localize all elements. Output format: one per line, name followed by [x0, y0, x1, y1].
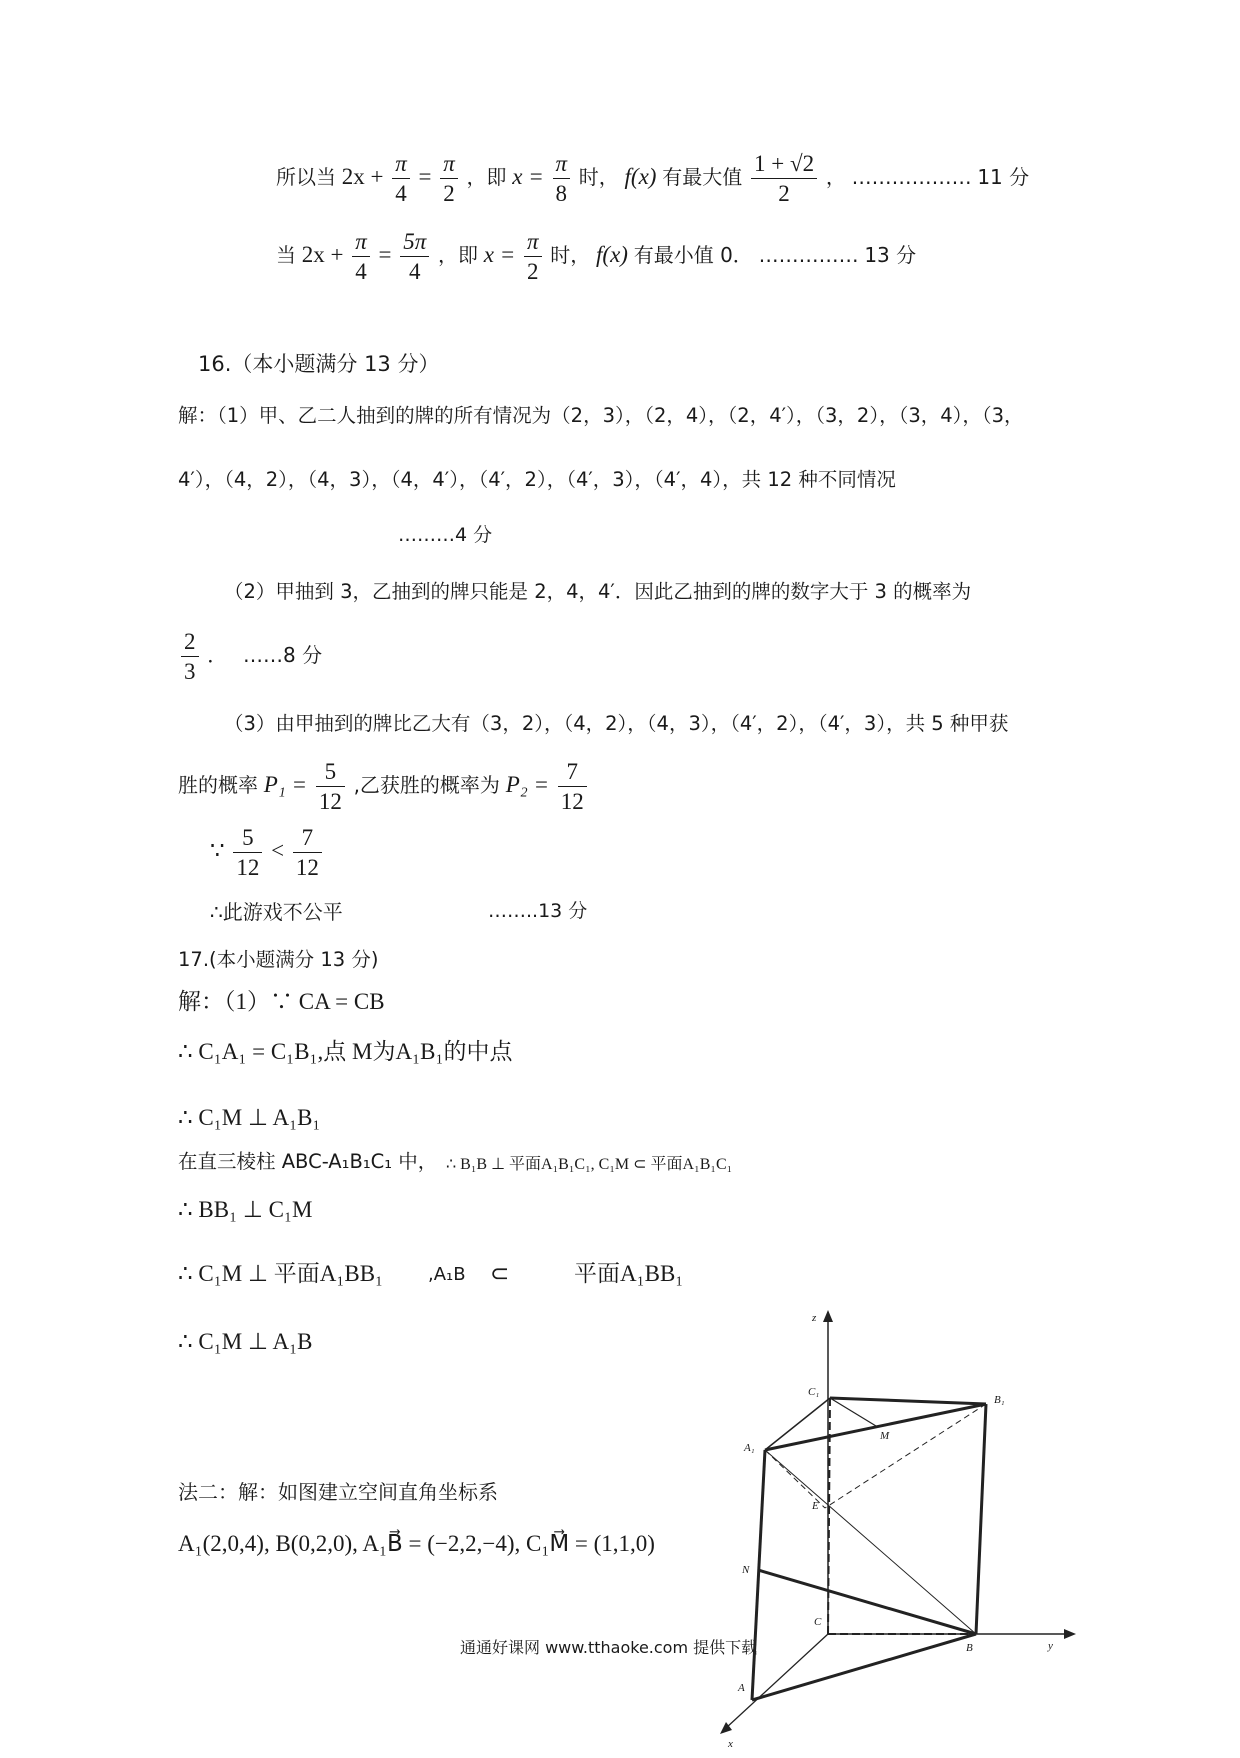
q16-title: 16.（本小题满分 13 分）	[198, 352, 440, 376]
fraction: $\frac{\pi}{2}$	[440, 152, 458, 205]
q16-part3-probabilities: 胜的概率 P₁ = $\frac{5}{12}$ ,乙获胜的概率为 P₂ = $\frac{7}{12}$	[178, 760, 590, 813]
fraction: $\frac{7}{12}$	[558, 760, 587, 813]
z-axis-arrow	[823, 1310, 833, 1322]
q17-line-4a: 在直三棱柱 ABC-A₁B₁C₁ 中，	[178, 1150, 438, 1173]
q16-part1-line1: 解：（1）甲、乙二人抽到的牌的所有情况为（2，3），（2，4），（2，4′），（3，2），（3，4），（3，	[178, 404, 1024, 427]
edge-b1b	[976, 1404, 986, 1634]
label-a1: A₁	[744, 1442, 755, 1454]
fraction: $\frac{5\pi}{4}$	[400, 230, 429, 283]
q17-coordinates: A₁(2,0,4), B(0,2,0), A₁B⃗ = (−2,2,−4), C₁M⃗ = (1,1,0)	[178, 1531, 655, 1556]
footer-credit: 通通好课网 www.tthaoke.com 提供下载	[460, 1638, 758, 1657]
segment-a1b	[765, 1450, 976, 1634]
label-z: z	[812, 1312, 817, 1324]
segment-nb	[758, 1570, 976, 1634]
q17-title: 17.(本小题满分 13 分)	[178, 948, 379, 971]
max-value-line: 所以当 2x + $\frac{\pi}{4}$ = $\frac{\pi}{2}$ ，即 x = $\frac{\pi}{8}$ 时， f(x) 有最大值 $\frac{1 + √2}{2}$ ， ……………… 11 分	[276, 151, 1030, 206]
q16-score-3: ……..13 分	[488, 900, 588, 922]
label-e: E	[812, 1500, 819, 1512]
label-c: C	[814, 1616, 822, 1628]
q16-part3: （3）由甲抽到的牌比乙大有（3，2），（4，2），（4，3），（4′，2），（4′，3），共 5 种甲获	[224, 712, 1009, 735]
fraction: $\frac{\pi}{2}$	[524, 230, 542, 283]
q16-part2: （2）甲抽到 3，乙抽到的牌只能是 2，4，4′．因此乙抽到的牌的数字大于 3 的概率为	[224, 580, 972, 603]
q17-line-6b: ,A₁B	[428, 1264, 466, 1285]
label-m: M	[880, 1430, 890, 1442]
min-value-line: 当 2x + $\frac{\pi}{4}$ = $\frac{5\pi}{4}$ ，即 x = $\frac{\pi}{2}$ 时， f(x) 有最小值 0． …………… 13 分	[276, 229, 917, 284]
q17-line-4b: ∴ B₁B ⊥ 平面A₁B₁C₁, C₁M ⊂ 平面A₁B₁C₁	[446, 1156, 733, 1173]
prism-figure	[700, 1300, 1080, 1754]
q16-comparison: ∵ $\frac{5}{12}$ < $\frac{7}{12}$	[210, 826, 325, 879]
edge-c1b1	[830, 1398, 986, 1404]
fraction: $\frac{5}{12}$	[316, 760, 345, 813]
q16-part1-line2: 4′），（4，2），（4，3），（4，4′），（4′，2），（4′，3），（4′，4），共 12 种不同情况	[178, 468, 896, 491]
q17-line-3: ∴ C₁M ⊥ A₁B₁	[178, 1105, 321, 1130]
q16-score-1: ………4 分	[398, 524, 493, 546]
q17-line-6a: ∴ C₁M ⊥ 平面A₁BB₁	[178, 1261, 384, 1286]
q17-line-6c: ⊂	[490, 1261, 510, 1286]
q17-line-2: ∴ C₁A₁ = C₁B₁,点 M为A₁B₁的中点	[178, 1039, 513, 1064]
q17-line-1: 解：（1）∵ CA = CB	[178, 989, 385, 1014]
q17-method-two: 法二：解：如图建立空间直角坐标系	[178, 1480, 498, 1504]
label-c1: C₁	[808, 1386, 820, 1398]
edge-ab	[752, 1634, 976, 1700]
edge-a1a	[752, 1450, 765, 1700]
label-x: x	[728, 1738, 733, 1750]
q17-line-6d: 平面A₁BB₁	[574, 1261, 684, 1286]
segment-c1m	[830, 1398, 876, 1426]
fraction: $\frac{\pi}{4}$	[352, 230, 370, 283]
q16-part2-answer: $\frac{2}{3}$ ． ……8 分	[178, 630, 322, 683]
label-y: y	[1048, 1640, 1053, 1652]
fraction: $\frac{\pi}{8}$	[553, 152, 571, 205]
fraction: $\frac{5}{12}$	[233, 826, 262, 879]
fraction: $\frac{\pi}{4}$	[392, 152, 410, 205]
y-axis-arrow	[1064, 1629, 1076, 1639]
fraction: $\frac{1 + √2}{2}$	[751, 152, 817, 205]
label-b1: B₁	[994, 1394, 1005, 1406]
edge-a1b1	[765, 1404, 986, 1450]
q16-conclusion: ∴此游戏不公平	[210, 900, 343, 924]
label-b: B	[966, 1642, 973, 1654]
q17-line-7: ∴ C₁M ⊥ A₁B	[178, 1329, 313, 1354]
fraction: $\frac{2}{3}$	[181, 630, 199, 683]
fraction: $\frac{7}{12}$	[293, 826, 322, 879]
label-a: A	[738, 1682, 745, 1694]
label-n: N	[742, 1564, 750, 1576]
prism-diagram	[700, 1300, 1080, 1754]
q17-line-5: ∴ BB₁ ⊥ C₁M	[178, 1197, 313, 1222]
